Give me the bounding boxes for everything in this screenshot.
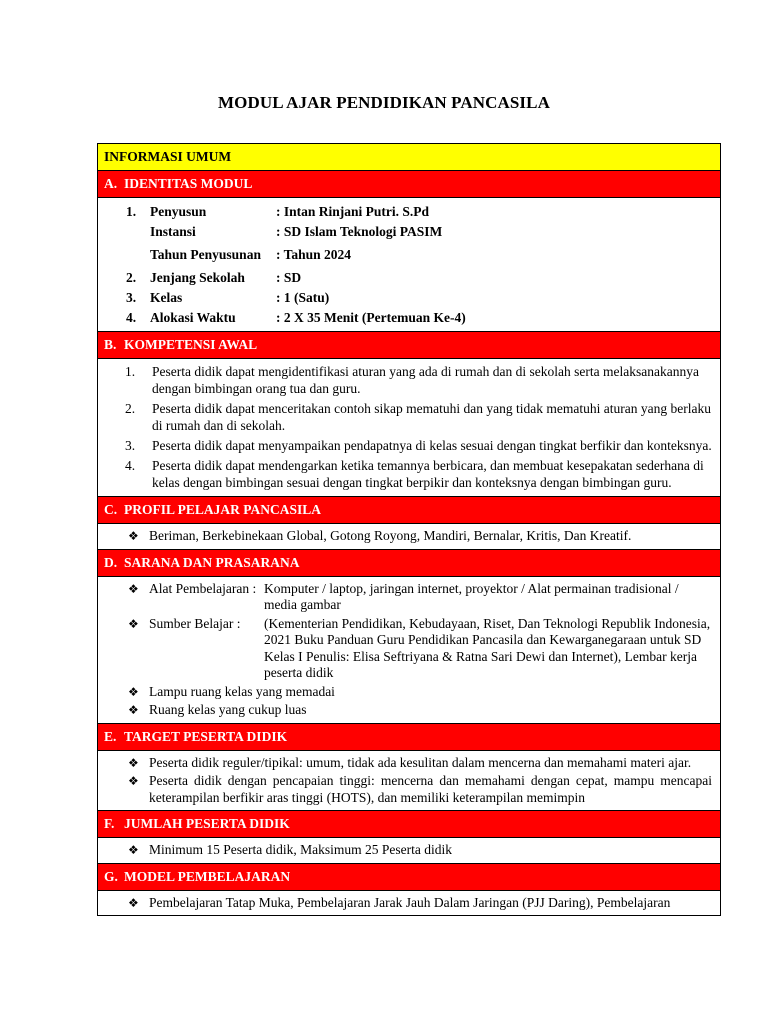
- list-item: [125, 457, 712, 491]
- list-item: [128, 773, 712, 806]
- diamond-bullet-icon: ❖: [128, 774, 139, 788]
- row-value: : 1 (Satu): [276, 290, 330, 305]
- item-text: Pembelajaran Tatap Muka, Pembelajaran Jarak Jauh Dalam Jaringan (PJJ Daring), Pembelajaran: [149, 894, 671, 910]
- jumlah-peserta-body: [98, 838, 720, 864]
- item-value: Komputer / laptop, jaringan internet, proyektor / Alat permainan tradisional / media gambar: [264, 580, 679, 612]
- item-value: (Kementerian Pendidikan, Kebudayaan, Riset, Dan Teknologi Republik Indonesia, 2021 Buku Panduan Guru Pendidikan Pancasila dan Kewarganegaraan untuk SD Kelas I Penulis: Elisa Seftriyana & Ratna Sari Dewi dan Internet), Lembar kerja peserta didik: [264, 615, 711, 680]
- identity-row: [126, 268, 720, 288]
- section-c-letter: C.: [104, 502, 118, 517]
- section-f-header: [98, 811, 720, 838]
- item-text: Peserta didik dapat menyampaikan pendapatnya di kelas sesuai dengan tingkat berfikir dan konteksnya.: [152, 438, 712, 453]
- item-text: Peserta didik dapat mengidentifikasi aturan yang ada di rumah dan di sekolah serta melaksanakannya dengan bimbingan orang tua dan guru.: [152, 364, 699, 396]
- list-item: [125, 437, 712, 454]
- section-e-letter: E.: [104, 728, 117, 744]
- section-a-title: IDENTITAS MODUL: [124, 176, 253, 191]
- diamond-bullet-icon: ❖: [128, 843, 139, 857]
- identitas-modul-body: [98, 198, 720, 332]
- item-number: 2.: [125, 401, 136, 416]
- profil-pelajar-body: [98, 524, 720, 550]
- section-b-letter: B.: [104, 337, 117, 352]
- list-item: [125, 363, 712, 397]
- row-number: 1.: [126, 204, 137, 219]
- section-a-header: [98, 171, 720, 198]
- item-text: Peserta didik reguler/tipikal: umum, tidak ada kesulitan dalam mencerna dan memahami materi ajar.: [149, 754, 692, 770]
- module-table: [97, 143, 721, 916]
- row-value: : 2 X 35 Menit (Pertemuan Ke-4): [276, 310, 466, 325]
- row-label: Alokasi Waktu: [150, 310, 236, 325]
- item-text: Peserta didik dapat menceritakan contoh sikap mematuhi dan yang tidak mematuhi aturan yang berlaku di rumah dan di sekolah.: [152, 401, 711, 433]
- section-d-letter: D.: [104, 554, 118, 570]
- row-number: [126, 222, 150, 242]
- list-item: [128, 702, 712, 719]
- row-value: : SD Islam Teknologi PASIM: [276, 224, 443, 239]
- row-value: : Intan Rinjani Putri. S.Pd: [276, 204, 430, 219]
- document-title: MODUL AJAR PENDIDIKAN PANCASILA: [218, 93, 550, 112]
- row-number: [126, 245, 150, 265]
- sarana-prasarana-body: [98, 577, 720, 724]
- item-text: Ruang kelas yang cukup luas: [149, 702, 307, 717]
- section-e-header: [98, 724, 720, 751]
- section-g-letter: G.: [104, 868, 118, 884]
- item-text: Beriman, Berkebinekaan Global, Gotong Royong, Mandiri, Bernalar, Kritis, Dan Kreatif.: [149, 528, 632, 543]
- item-text: Lampu ruang kelas yang memadai: [149, 683, 335, 699]
- informasi-umum-header: [98, 144, 720, 171]
- row-value: : Tahun 2024: [276, 247, 352, 262]
- list-item: [128, 895, 712, 912]
- item-label: Sumber Belajar :: [149, 615, 241, 631]
- row-label: Penyusun: [150, 204, 207, 219]
- diamond-bullet-icon: ❖: [128, 755, 139, 770]
- identity-row: [126, 308, 720, 328]
- section-g-title: MODEL PEMBELAJARAN: [124, 868, 291, 884]
- kompetensi-awal-body: [98, 359, 720, 497]
- identity-row: [126, 202, 720, 222]
- list-item: [128, 755, 712, 772]
- diamond-bullet-icon: ❖: [128, 895, 139, 910]
- list-item: [128, 616, 712, 682]
- section-f-letter: F.: [104, 816, 115, 831]
- list-item: [128, 581, 712, 614]
- row-label: Instansi: [150, 224, 196, 239]
- section-a-letter: A.: [104, 176, 118, 191]
- row-value: : SD: [276, 270, 302, 285]
- diamond-bullet-icon: ❖: [128, 529, 139, 543]
- row-number: 4.: [126, 310, 137, 325]
- row-label: Jenjang Sekolah: [150, 270, 245, 285]
- list-item: [128, 684, 712, 701]
- identity-row: [126, 245, 720, 265]
- row-label: Kelas: [150, 290, 183, 305]
- diamond-bullet-icon: ❖: [128, 616, 139, 631]
- informasi-umum-label: INFORMASI UMUM: [104, 149, 232, 164]
- item-text: Peserta didik dengan pencapaian tinggi: mencerna dan memahami dengan cepat, mampu mencapai keterampilan berfikir aras tinggi (HOTS), dan memiliki keterampilan memimpin: [149, 773, 712, 805]
- section-f-title: JUMLAH PESERTA DIDIK: [124, 816, 290, 831]
- item-number: 3.: [125, 438, 136, 453]
- diamond-bullet-icon: ❖: [128, 684, 139, 699]
- item-text: Peserta didik dapat mendengarkan ketika temannya berbicara, dan membuat kesepakatan sederhana di kelas dengan bimbingan sesuai dengan tingkat berpikir dan konteksnya dengan bimbingan guru.: [152, 458, 704, 490]
- identity-row: [126, 288, 720, 308]
- item-number: 1.: [125, 364, 136, 379]
- list-item: [125, 400, 712, 434]
- section-b-header: [98, 332, 720, 359]
- diamond-bullet-icon: ❖: [128, 581, 139, 596]
- list-item: [128, 842, 712, 859]
- diamond-bullet-icon: ❖: [128, 703, 139, 717]
- row-number: 3.: [126, 290, 137, 305]
- target-peserta-body: [98, 751, 720, 812]
- section-d-title: SARANA DAN PRASARANA: [124, 554, 300, 570]
- item-number: 4.: [125, 458, 136, 473]
- section-b-title: KOMPETENSI AWAL: [124, 337, 258, 352]
- item-text: Minimum 15 Peserta didik, Maksimum 25 Peserta didik: [149, 842, 452, 857]
- section-c-title: PROFIL PELAJAR PANCASILA: [124, 502, 322, 517]
- section-e-title: TARGET PESERTA DIDIK: [124, 728, 288, 744]
- section-c-header: [98, 497, 720, 524]
- row-label: Tahun Penyusunan: [150, 247, 261, 262]
- row-number: 2.: [126, 270, 137, 285]
- identity-row: [126, 222, 720, 242]
- model-pembelajaran-body: [98, 891, 720, 915]
- item-label: Alat Pembelajaran :: [149, 580, 257, 596]
- section-d-header: [98, 550, 720, 577]
- section-g-header: [98, 864, 720, 891]
- list-item: [128, 528, 712, 545]
